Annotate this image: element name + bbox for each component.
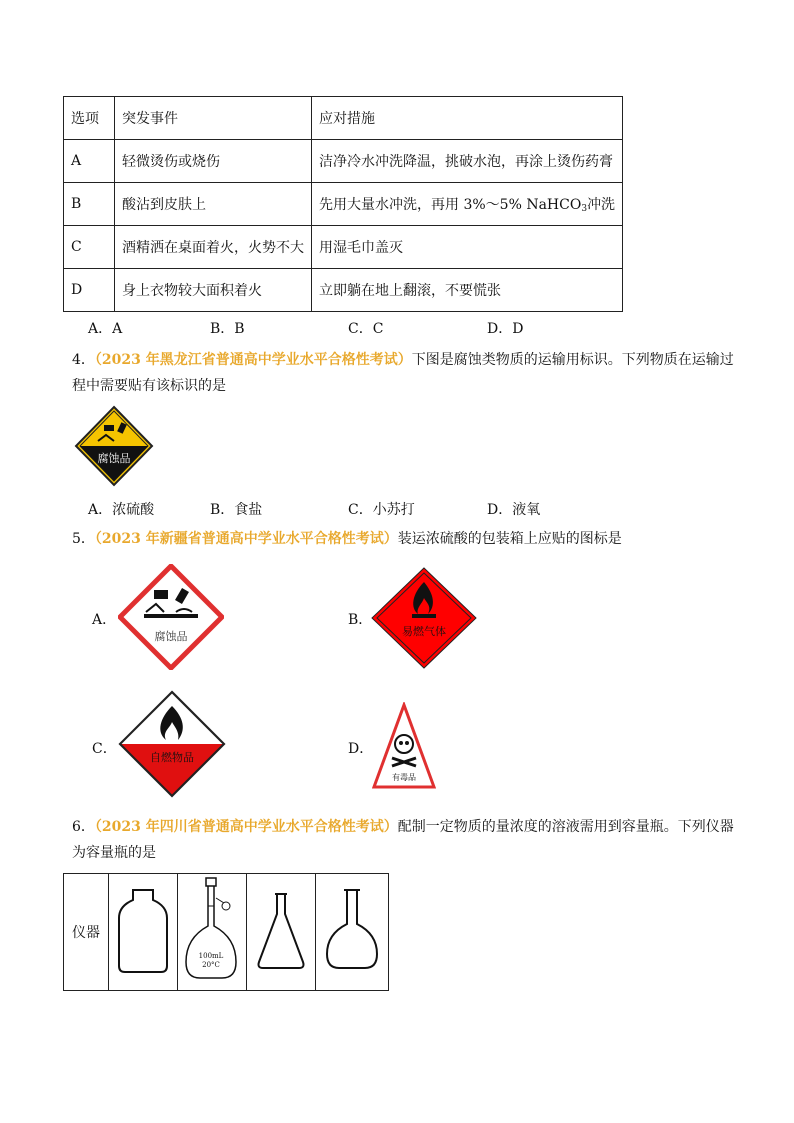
- table-header: 应对措施: [312, 97, 623, 140]
- option-c[interactable]: C．C: [348, 321, 384, 337]
- volumetric-flask-cell[interactable]: [178, 874, 247, 991]
- flammable-gas-sign[interactable]: [370, 566, 478, 670]
- table-cell: D: [64, 269, 115, 312]
- table-cell: 酸沾到皮肤上: [115, 183, 312, 226]
- option-d[interactable]: D．液氧: [487, 502, 541, 518]
- question-number: 6．: [72, 819, 95, 835]
- corrosive-sign-small: [74, 405, 154, 487]
- table-cell: C: [64, 226, 115, 269]
- question-text: 程中需要贴有该标识的是: [72, 378, 226, 394]
- question-line: [72, 373, 734, 399]
- question-line: [72, 347, 734, 373]
- flask-label: 20°C: [202, 961, 220, 969]
- table-header: 突发事件: [115, 97, 312, 140]
- corrosive-sign[interactable]: [118, 564, 224, 670]
- question-5: [72, 526, 622, 552]
- erlenmeyer-flask-icon: [251, 880, 311, 980]
- question-4: [72, 347, 734, 399]
- question-line: [72, 840, 734, 866]
- table-row: [64, 140, 623, 183]
- reagent-bottle-icon: [113, 880, 173, 980]
- question-text: 装运浓硫酸的包装箱上应贴的图标是: [397, 531, 622, 547]
- sign-label: 有毒品: [392, 773, 416, 782]
- reagent-bottle-cell[interactable]: [109, 874, 178, 991]
- option-b[interactable]: B．B: [210, 321, 245, 337]
- option-c[interactable]: C．小苏打: [348, 502, 415, 518]
- table-cell: 用湿毛巾盖灭: [312, 226, 623, 269]
- table-cell: B: [64, 183, 115, 226]
- option-a[interactable]: A．A: [88, 321, 123, 337]
- table-cell: 立即躺在地上翻滚，不要慌张: [312, 269, 623, 312]
- instrument-table: [63, 873, 389, 991]
- question-text: 为容量瓶的是: [72, 845, 156, 861]
- option-b[interactable]: B．食盐: [210, 502, 263, 518]
- volumetric-flask-icon: [180, 876, 244, 984]
- table-row: [64, 226, 623, 269]
- table-cell: A: [64, 140, 115, 183]
- measures-table: [63, 96, 623, 312]
- table-header: 选项: [64, 97, 115, 140]
- option-a[interactable]: A．: [92, 612, 117, 628]
- option-b[interactable]: B．: [348, 612, 373, 628]
- table-row: [64, 183, 623, 226]
- subscript: 3: [581, 204, 588, 214]
- spontaneous-combustion-sign[interactable]: [118, 690, 226, 798]
- table-header-row: [64, 97, 623, 140]
- option-d[interactable]: D．D: [487, 321, 524, 337]
- flat-bottom-flask-icon: [320, 880, 384, 980]
- question-line: [72, 526, 622, 552]
- table-cell: 酒精洒在桌面着火，火势不大: [115, 226, 312, 269]
- table-cell: 轻微烫伤或烧伤: [115, 140, 312, 183]
- toxic-sign[interactable]: [372, 702, 436, 790]
- table-cell-text: 先用大量水冲洗，再用 3%～5% NaHCO: [319, 197, 582, 213]
- option-c[interactable]: C．: [92, 741, 117, 757]
- table-cell: 洁净冷水冲洗降温，挑破水泡，再涂上烫伤药膏: [312, 140, 623, 183]
- question-number: 4．: [72, 352, 95, 368]
- round-flask-cell[interactable]: [316, 874, 389, 991]
- table-row: [64, 874, 389, 991]
- question-source: （2023 年四川省普通高中学业水平合格性考试）: [94, 819, 398, 835]
- sign-label: 腐蚀品: [97, 452, 131, 465]
- erlenmeyer-flask-cell[interactable]: [247, 874, 316, 991]
- table-cell: 身上衣物较大面积着火: [115, 269, 312, 312]
- question-text: 配制一定物质的量浓度的溶液需用到容量瓶。下列仪器: [397, 819, 734, 835]
- question-text: 下图是腐蚀类物质的运输用标识。下列物质在运输过: [411, 352, 734, 368]
- row-label: 仪器: [64, 874, 109, 991]
- option-a[interactable]: A．浓硫酸: [88, 502, 155, 518]
- question-6: [72, 814, 734, 866]
- sign-label: 易燃气体: [402, 625, 446, 638]
- flask-label: 100mL: [198, 952, 224, 960]
- question-source: （2023 年新疆省普通高中学业水平合格性考试）: [94, 531, 398, 547]
- table-cell: [312, 183, 623, 226]
- table-row: [64, 269, 623, 312]
- table-cell-text: 冲洗: [587, 197, 616, 213]
- question-source: （2023 年黑龙江省普通高中学业水平合格性考试）: [94, 352, 412, 368]
- sign-label: 自燃物品: [150, 751, 194, 764]
- question-number: 5．: [72, 531, 95, 547]
- question-line: [72, 814, 734, 840]
- option-d[interactable]: D．: [348, 741, 374, 757]
- sign-label: 腐蚀品: [154, 630, 188, 643]
